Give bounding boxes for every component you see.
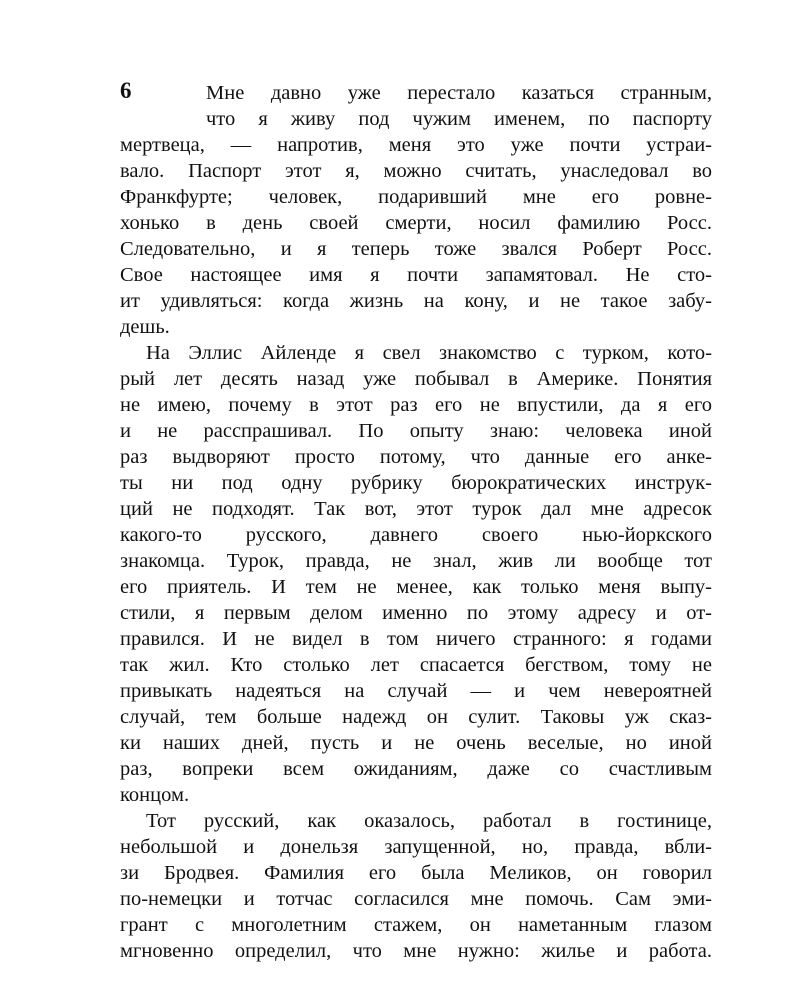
text-line: хонько в день своей смерти, носил фамилию Росс.	[120, 212, 712, 234]
text-line: небольшой и донельзя запущенной, но, правда, вбли-	[120, 836, 712, 858]
text-line: концом.	[120, 784, 190, 806]
text-line: раз, вопреки всем ожиданиям, даже со счастливым	[120, 758, 712, 780]
text-line: Мне давно уже перестало казаться странным,	[206, 82, 712, 104]
text-line: мгновенно определил, что мне нужно: жилье и работа.	[120, 940, 712, 962]
text-line: и не расспрашивал. По опыту знаю: человека иной	[120, 420, 712, 442]
text-line: какого-то русского, давнего своего нью-йоркского	[120, 524, 712, 546]
page-number: 6	[120, 78, 132, 103]
text-line: стили, я первым делом именно по этому адресу и от-	[120, 602, 712, 624]
text-line: Франкфурте; человек, подаривший мне его ровне-	[120, 186, 712, 208]
text-line: что я живу под чужим именем, по паспорту	[206, 108, 712, 130]
text-line: дешь.	[120, 316, 170, 338]
text-line: знакомца. Турок, правда, не знал, жив ли вообще тот	[120, 550, 712, 572]
text-line: по-немецки и тотчас согласился мне помочь. Сам эми-	[120, 888, 712, 910]
text-line: ки наших дней, пусть и не очень веселые, но иной	[120, 732, 712, 754]
text-line: раз выдворяют просто потому, что данные его анке-	[120, 446, 712, 468]
text-line: Свое настоящее имя я почти запамятовал. Не сто-	[120, 264, 712, 286]
text-line: так жил. Кто столько лет спасается бегством, тому не	[120, 654, 712, 676]
text-line: мертвеца, — напротив, меня это уже почти устраи-	[120, 134, 712, 156]
text-line: вало. Паспорт этот я, можно считать, унаследовал во	[120, 160, 712, 182]
text-line: ит удивляться: когда жизнь на кону, и не такое забу-	[120, 290, 712, 312]
text-line: На Эллис Айленде я свел знакомство с турком, кото-	[146, 342, 712, 364]
text-line: случай, тем больше надежд он сулит. Таковы уж сказ-	[120, 706, 712, 728]
text-line: правился. И не видел в том ничего странного: я годами	[120, 628, 712, 650]
text-line: его приятель. И тем не менее, как только меня выпу-	[120, 576, 712, 598]
text-line: грант с многолетним стажем, он наметанным глазом	[120, 914, 712, 936]
text-line: рый лет десять назад уже побывал в Америке. Понятия	[120, 368, 712, 390]
text-line: ты ни под одну рубрику бюрократических инструк-	[120, 472, 712, 494]
text-line: не имею, почему в этот раз его не впустили, да я его	[120, 394, 712, 416]
text-line: зи Бродвея. Фамилия его была Меликов, он говорил	[120, 862, 712, 884]
text-line: ций не подходят. Так вот, этот турок дал мне адресок	[120, 498, 712, 520]
text-line: привыкать надеяться на случай — и чем невероятней	[120, 680, 712, 702]
text-line: Тот русский, как оказалось, работал в гостинице,	[146, 810, 712, 832]
text-line: Следовательно, и я теперь тоже звался Роберт Росс.	[120, 238, 712, 260]
